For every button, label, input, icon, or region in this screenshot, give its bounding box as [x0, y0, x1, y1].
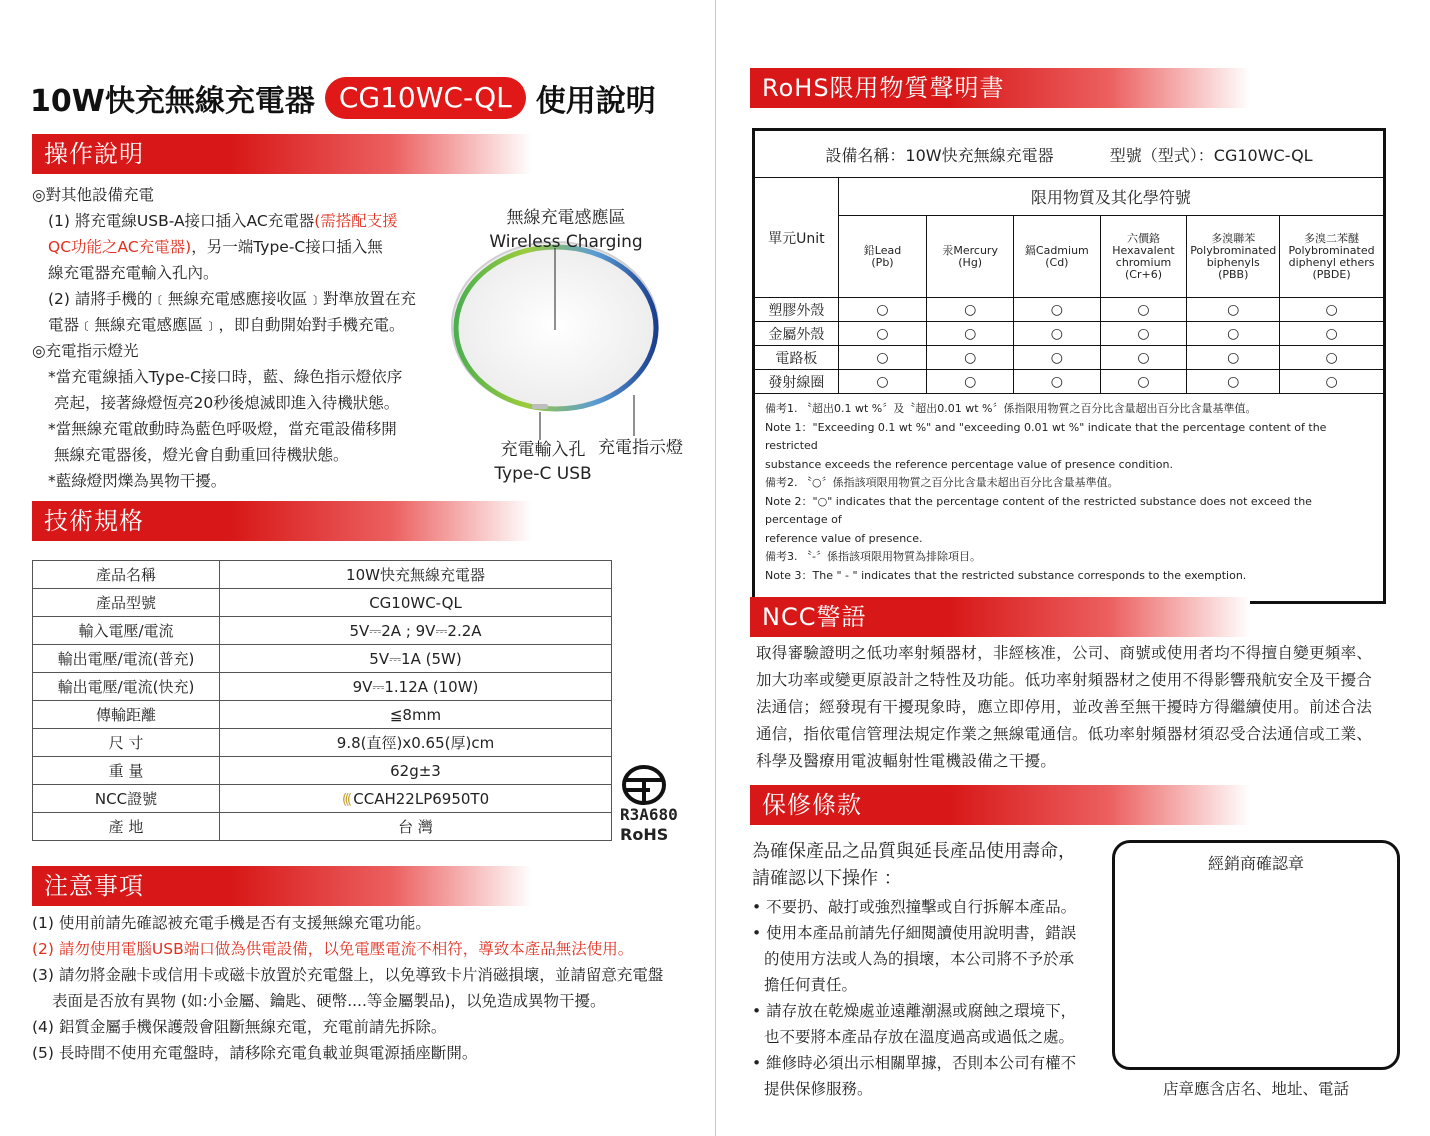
rohs-unit-header: 單元Unit — [754, 178, 839, 298]
rohs-compliance-mark: ○ — [1100, 298, 1187, 322]
spec-value: 62g±3 — [220, 757, 612, 785]
rohs-material-header: 多溴聯苯 Polybrominated biphenyls (PBB) — [1187, 216, 1280, 298]
right-page — [716, 0, 1430, 1136]
spec-row — [33, 589, 612, 617]
spec-label: NCC證號 — [33, 785, 220, 813]
label-charge-input: 充電輸入孔 Type-C USB — [494, 440, 592, 484]
rohs-device-row: 設備名稱：10W快充無線充電器 型號（型式）：CG10WC-QL — [754, 130, 1385, 178]
rohs-compliance-mark: ○ — [1014, 370, 1101, 394]
rohs-compliance-mark: ○ — [838, 370, 927, 394]
rohs-compliance-mark: ○ — [927, 322, 1014, 346]
spec-row — [33, 813, 612, 841]
rohs-unit-row — [754, 346, 1385, 370]
rohs-compliance-mark: ○ — [1100, 322, 1187, 346]
rohs-unit-row — [754, 298, 1385, 322]
spec-value: 台 灣 — [220, 813, 612, 841]
ncc-text: 取得審驗證明之低功率射頻器材，非經核准，公司、商號或使用者均不得擅自變更頻率、 加大功率或變更原設計之特性及功能。低功率射頻器材之使用不得影響飛航安全及干擾合 法通信；經發現有干擾現象時，應立即停用，並改善至無干擾時方得繼續使用。前述合法 通信，指依電信管理法規定作業之無線電通信。低功率射頻器材須忍受合法通信或工業、 科學及醫療用電波輻射性電機設備之干擾。 — [756, 644, 1373, 770]
rohs-unit-name: 發射線圈 — [754, 370, 839, 394]
note-4: (4) 鋁質金屬手機保護殼會阻斷無線充電，充電前請先拆除。 — [32, 1018, 447, 1036]
dealer-stamp-box — [1112, 840, 1400, 1070]
rohs-material-header: 鎘Cadmium (Cd) — [1014, 216, 1101, 298]
title-model-badge: CG10WC-QL — [325, 77, 526, 119]
rohs-compliance-mark: ○ — [1187, 346, 1280, 370]
indicator-note-3: *藍綠燈閃爍為異物干擾。 — [48, 472, 227, 490]
rohs-compliance-mark: ○ — [1280, 322, 1385, 346]
rohs-compliance-mark: ○ — [1280, 346, 1385, 370]
rohs-mark: RoHS — [620, 825, 669, 844]
rohs-compliance-mark: ○ — [927, 346, 1014, 370]
rohs-compliance-mark: ○ — [1187, 370, 1280, 394]
rohs-unit-row — [754, 322, 1385, 346]
operation-text: ◎對其他設備充電 (1) 將充電線USB-A接口插入AC充電器(需搭配支援 QC功能之AC充電器)，另一端Type-C接口插入無 線充電器充電輸入孔內。 (2) 請將手機的﹝無線充電感應接收區﹞對準放置在充 電器﹝無線充電感應區﹞，即自動開始對手機充電。 ◎充電指示燈光 *當充電線插入Type-C接口時，藍、綠色指示燈依序 亮起，接著綠燈恆亮20秒後熄滅即進入待機狀態。 *當無線充電啟動時為藍色呼吸燈，當充電設備移開 無線充電器後，燈光會自動重回待機狀態。 *藍綠燈閃爍為異物干擾。 — [32, 182, 472, 494]
rohs-unit-name: 金屬外殼 — [754, 322, 839, 346]
rohs-material-header: 鉛Lead (Pb) — [838, 216, 927, 298]
spec-label: 輸出電壓/電流(快充) — [33, 673, 220, 701]
spec-row — [33, 729, 612, 757]
spec-label: 輸入電壓/電流 — [33, 617, 220, 645]
spec-value: ≦8mm — [220, 701, 612, 729]
warranty-item-4: • 維修時必須出示相關單據，否則本公司有權不 — [752, 1054, 1077, 1072]
ncc-heading: NCC警語 — [750, 597, 1250, 637]
title-suffix: 使用說明 — [535, 84, 656, 119]
bsmi-cert-icon — [620, 764, 668, 806]
spec-label: 產品名稱 — [33, 561, 220, 589]
type-c-port — [532, 404, 548, 409]
operation-heading: 操作說明 — [32, 134, 532, 174]
dealer-stamp-note: 店章應含店名、地址、電話 — [1162, 1080, 1349, 1098]
note-5: (5) 長時間不使用充電盤時，請移除充電負載並與電源插座斷開。 — [32, 1044, 478, 1062]
rohs-material-header: 汞Mercury (Hg) — [927, 216, 1014, 298]
spec-value: 5V⎓2A ; 9V⎓2.2A — [220, 617, 612, 645]
rohs-compliance-mark: ○ — [838, 298, 927, 322]
rohs-compliance-mark: ○ — [1100, 346, 1187, 370]
spec-row — [33, 645, 612, 673]
rohs-unit-row — [754, 370, 1385, 394]
warranty-item-3: • 請存放在乾燥處並遠離潮濕或腐蝕之環境下， — [752, 1002, 1077, 1020]
note-3: (3) 請勿將金融卡或信用卡或磁卡放置於充電盤上，以免導致卡片消磁損壞，並請留意充電盤 — [32, 966, 664, 984]
cert-code: R3A680 — [620, 805, 678, 824]
spec-value: 9V⎓1.12A (10W) — [220, 673, 612, 701]
rohs-material-header: 多溴二苯醚 Polybrominated diphenyl ethers (PBDE) — [1280, 216, 1385, 298]
notes-list: (1) 使用前請先確認被充電手機是否有支援無線充電功能。 (2) 請勿使用電腦USB端口做為供電設備，以免電壓電流不相符，導致本產品無法使用。 (3) 請勿將金融卡或信用卡或磁卡放置於充電盤上，以免導致卡片消磁損壞，並請留意充電盤 表面是否放有異物 (如:小金屬、鑰匙、硬幣....等金屬製品)，以免造成異物干擾。 (4) 鋁質金屬手機保護殼會阻斷無線充電，充電前請先拆除。 (5) 長時間不使用充電盤時，請移除充電負載並與電源插座斷開。 — [32, 910, 702, 1066]
rohs-unit-name: 塑膠外殼 — [754, 298, 839, 322]
spec-row — [33, 701, 612, 729]
rohs-material-header: 六價鉻 Hexavalent chromium (Cr+6) — [1100, 216, 1187, 298]
warranty-heading: 保修條款 — [750, 785, 1250, 825]
rohs-compliance-mark: ○ — [1014, 322, 1101, 346]
spec-label: 產品型號 — [33, 589, 220, 617]
specs-heading: 技術規格 — [32, 501, 532, 541]
indicator-title: ◎充電指示燈光 — [32, 342, 139, 360]
spec-label: 輸出電壓/電流(普充) — [33, 645, 220, 673]
title-product: 10W快充無線充電器 — [30, 84, 315, 119]
rohs-unit-name: 電路板 — [754, 346, 839, 370]
spec-label: 重 量 — [33, 757, 220, 785]
spec-value: 5V⎓1A (5W) — [220, 645, 612, 673]
rohs-compliance-mark: ○ — [927, 370, 1014, 394]
step-2: (2) 請將手機的﹝無線充電感應接收區﹞對準放置在充 — [48, 290, 416, 308]
spec-value: CG10WC-QL — [220, 589, 612, 617]
spec-row — [33, 673, 612, 701]
warranty-item-1: • 不要扔、敲打或強烈撞擊或自行拆解本產品。 — [752, 898, 1077, 916]
rohs-compliance-mark: ○ — [1014, 346, 1101, 370]
charge-other-title: ◎對其他設備充電 — [32, 186, 155, 204]
notes-heading: 注意事項 — [32, 866, 532, 906]
note-1: (1) 使用前請先確認被充電手機是否有支援無線充電功能。 — [32, 914, 431, 932]
spec-value: 9.8(直徑)x0.65(厚)cm — [220, 729, 612, 757]
label-wireless-area: 無線充電感應區 Wireless Charging — [489, 208, 643, 252]
dealer-stamp-title: 經銷商確認章 — [1207, 854, 1304, 873]
spec-row — [33, 617, 612, 645]
rohs-compliance-mark: ○ — [1014, 298, 1101, 322]
rohs-compliance-mark: ○ — [1100, 370, 1187, 394]
rohs-compliance-mark: ○ — [1280, 370, 1385, 394]
note-2: (2) 請勿使用電腦USB端口做為供電設備，以免電壓電流不相符，導致本產品無法使用。 — [32, 940, 634, 958]
rohs-compliance-mark: ○ — [838, 322, 927, 346]
spec-value: 10W快充無線充電器 — [220, 561, 612, 589]
spec-label: 產 地 — [33, 813, 220, 841]
rohs-heading: RoHS限用物質聲明書 — [750, 68, 1250, 108]
step-1: (1) 將充電線USB-A接口插入AC充電器(需搭配支援 — [48, 212, 398, 230]
spec-label: 傳輸距離 — [33, 701, 220, 729]
rohs-table — [752, 128, 1386, 604]
rohs-compliance-mark: ○ — [1187, 322, 1280, 346]
spec-row — [33, 561, 612, 589]
spec-label: 尺 寸 — [33, 729, 220, 757]
rohs-notes: 備考1. 〝超出0.1 wt %〞及〝超出0.01 wt %〞係指限用物質之百分比含量超出百分比含量基準值。 Note 1："Exceeding 0.1 wt %" and "exceeding 0.01 wt %" indicate that the percentage content of the restricted substance exceeds the reference percentage value of presence condition. 備考2. 〝○〞係指該項限用物質之百分比含量未超出百分比含量基準值。 Note 2："○" indicates that the percentage content of the restricted substance does not exceed the percentage of reference value of presence. 備考3. 〝-〞係指該項限用物質為排除項目。 Note 3：The " - " indicates that the restricted substance corresponds to the exemption. — [754, 394, 1385, 603]
label-charge-indicator: 充電指示燈 — [598, 438, 683, 458]
spec-row — [33, 785, 612, 813]
rohs-compliance-mark: ○ — [838, 346, 927, 370]
page-title — [30, 76, 656, 120]
rohs-compliance-mark: ○ — [1187, 298, 1280, 322]
indicator-note-1: *當充電線插入Type-C接口時，藍、綠色指示燈依序 — [48, 368, 403, 386]
warranty-text: 為確保產品之品質與延長產品使用壽命， 請確認以下操作 ： • 不要扔、敲打或強烈撞擊或自行拆解本產品。 • 使用本產品前請先仔細閱讀使用說明書，錯誤 的使用方法或人為的損壞，本公司將不予於承 擔任何責任。 • 請存放在乾燥處並遠離潮濕或腐蝕之環境下， 也不要將本產品存放在溫度過高或過低之處。 • 維修時必須出示相關單據，否則本公司有權不 提供保修服務。 — [752, 838, 1112, 1102]
rohs-compliance-mark: ○ — [927, 298, 1014, 322]
spec-row — [33, 757, 612, 785]
spec-value: ((( CCAH22LP6950T0 — [220, 785, 612, 813]
rohs-restricted-header: 限用物質及其化學符號 — [838, 178, 1384, 216]
indicator-note-2: *當無線充電啟動時為藍色呼吸燈，當充電設備移開 — [48, 420, 397, 438]
spec-table — [32, 560, 612, 841]
ncc-wave-icon: ((( — [341, 791, 350, 808]
rohs-compliance-mark: ○ — [1280, 298, 1385, 322]
warranty-item-2: • 使用本產品前請先仔細閱讀使用說明書，錯誤 — [752, 924, 1077, 942]
